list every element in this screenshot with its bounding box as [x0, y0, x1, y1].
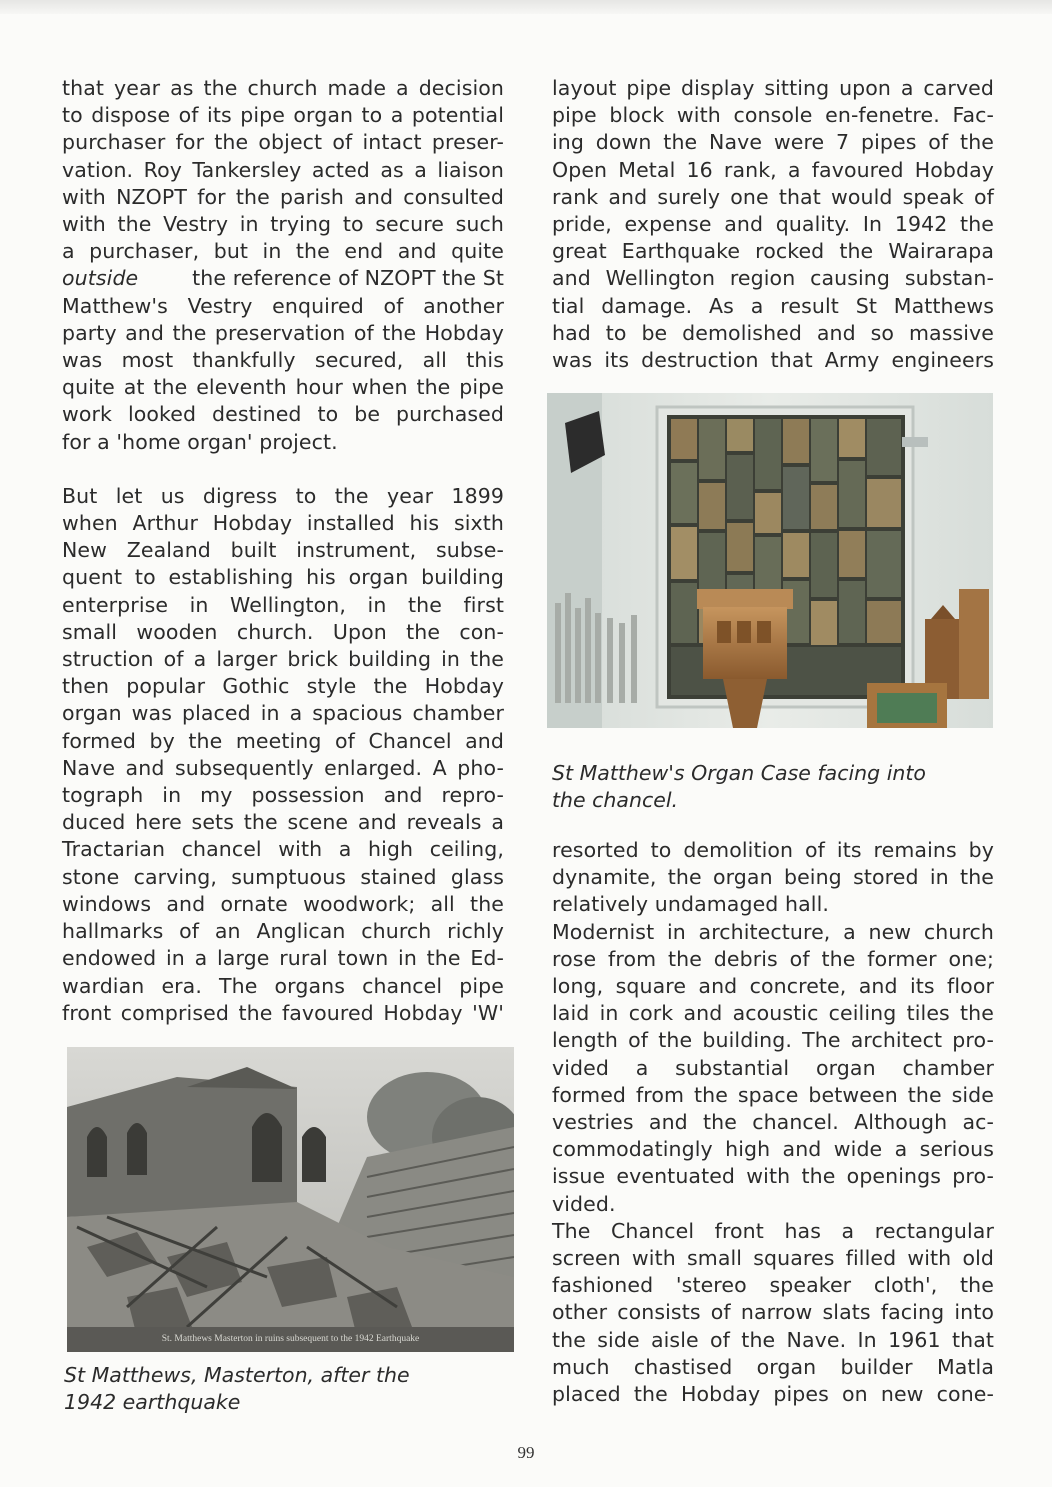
ruins-photo-caption [64, 1362, 504, 1416]
paragraph-right-1 [552, 75, 994, 374]
text-line: relatively undamaged hall. [552, 892, 829, 917]
text-line: had to be demolished and so massive [552, 320, 994, 345]
text-line: screen with small squares filled with old [552, 1246, 994, 1271]
text-line: party and the preservation of the Hobday [62, 320, 504, 345]
text-line: endowed in a large rural town in the Ed- [62, 946, 504, 971]
text-line: then popular Gothic style the Hobday [62, 674, 504, 699]
text-line: placed the Hobday pipes on new cone- [552, 1382, 994, 1407]
text-line: ing down the Nave were 7 pipes of the [552, 130, 994, 155]
text-line: wardian era. The organs chancel pipe [62, 973, 504, 998]
text-line-with-emphasis [62, 265, 504, 292]
text-line: other consists of narrow slats facing into [552, 1300, 994, 1325]
caption-line: 1942 earthquake [64, 1390, 241, 1414]
text-line: front comprised the favoured Hobday 'W' [62, 1000, 504, 1025]
left-column [62, 75, 504, 1027]
organ-photo-caption [552, 760, 992, 814]
text-line: resorted to demolition of its remains by [552, 838, 994, 862]
text-line: purchaser for the object of intact preser- [62, 130, 504, 155]
page-top-edge [0, 0, 1052, 14]
text-line: the side aisle of the Nave. In 1961 that [552, 1327, 994, 1352]
text-line: enterprise in Wellington, in the first [62, 592, 504, 617]
text-line: pipe block with console en-fenetre. Fac- [552, 103, 994, 128]
text-line: dynamite, the organ being stored in the [552, 865, 994, 890]
text-line: vided a substantial organ chamber [552, 1055, 994, 1080]
text-line: with the Vestry in trying to secure such [62, 212, 504, 237]
text-line: with NZOPT for the parish and consulted [62, 184, 504, 209]
text-line: vided. [552, 1191, 616, 1216]
text-line: fashioned 'stereo speaker cloth', the [552, 1273, 994, 1298]
text-line: a purchaser, but in the end and quite [62, 239, 504, 264]
right-column-bottom [552, 837, 994, 1408]
text-line: But let us digress to the year 1899 [62, 483, 504, 508]
text-line: vestries and the chancel. Although ac- [552, 1110, 994, 1135]
text-line: layout pipe display sitting upon a carved [552, 76, 994, 100]
text-line: vation. Roy Tankersley acted as a liaison [62, 157, 504, 182]
text-line: stone carving, sumptuous stained glass [62, 864, 504, 889]
text-line: for a 'home organ' project. [62, 429, 338, 454]
text-line: tograph in my possession and repro- [62, 783, 504, 808]
text-line: The Chancel front has a rectangular [552, 1218, 994, 1243]
caption-line: St Matthew's Organ Case facing into [552, 761, 926, 785]
text-line: duced here sets the scene and reveals a [62, 810, 504, 835]
page-number: 99 [517, 1443, 535, 1462]
text-line: issue eventuated with the openings pro- [552, 1164, 994, 1189]
text-line: small wooden church. Upon the con- [62, 619, 504, 644]
text-line: Nave and subsequently enlarged. A pho- [62, 755, 504, 780]
text-line: length of the building. The architect pro- [552, 1028, 994, 1053]
text-line: pride, expense and quality. In 1942 the [552, 212, 994, 237]
text-line: Open Metal 16 rank, a favoured Hobday [552, 157, 994, 182]
text-line: great Earthquake rocked the Wairarapa [552, 239, 994, 264]
text-line: was its destruction that Army engineers [552, 348, 994, 373]
emphasis-word: outside [62, 266, 139, 291]
text-line: was most thankfully secured, all this [62, 348, 504, 373]
paragraph-left-2 [62, 483, 504, 1027]
text-line: rank and surely one that would speak of [552, 184, 994, 209]
text-line: New Zealand built instrument, subse- [62, 538, 504, 563]
paragraph-right-2 [552, 837, 994, 1408]
text-line: when Arthur Hobday installed his sixth [62, 511, 504, 536]
text-line: long, square and concrete, and its floor [552, 974, 994, 999]
text-line: quent to establishing his organ building [62, 565, 504, 590]
text-line: formed by the meeting of Chancel and [62, 728, 504, 753]
text-line: that year as the church made a decision [62, 76, 504, 100]
text-line: quite at the eleventh hour when the pipe [62, 375, 504, 400]
caption-line: St Matthews, Masterton, after the [64, 1363, 410, 1387]
text-line: Tractarian chancel with a high ceiling, [62, 837, 504, 862]
text-line: laid in cork and acoustic ceiling tiles the [552, 1001, 994, 1026]
text-line: work looked destined to be purchased [62, 402, 504, 427]
text-line: organ was placed in a spacious chamber [62, 701, 504, 726]
right-column-top [552, 75, 994, 374]
church-ruins-photo [67, 1047, 514, 1352]
text-line: formed from the space between the side [552, 1082, 994, 1107]
organ-case-photo [547, 393, 993, 728]
text-line: Matthew's Vestry enquired of another [62, 293, 504, 318]
text-line: Modernist in architecture, a new church [552, 919, 994, 944]
paragraph-left-1 [62, 75, 504, 456]
text-line: commodatingly high and wide a serious [552, 1137, 994, 1162]
photo-inner-caption: St. Matthews Masterton in ruins subsequent to the 1942 Earthquake [161, 1334, 420, 1344]
text-line: windows and ornate woodwork; all the [62, 891, 504, 916]
text-line: tial damage. As a result St Matthews [552, 293, 994, 318]
text-line: to dispose of its pipe organ to a potential [62, 103, 504, 128]
caption-line: the chancel. [552, 788, 679, 812]
text-line: and Wellington region causing substan- [552, 266, 994, 291]
text-line: struction of a larger brick building in the [62, 647, 504, 672]
text-line: much chastised organ builder Matla [552, 1354, 994, 1379]
text-line: rose from the debris of the former one; [552, 946, 994, 971]
text-fragment: the reference of NZOPT the St [185, 266, 504, 291]
text-line: hallmarks of an Anglican church richly [62, 919, 504, 944]
